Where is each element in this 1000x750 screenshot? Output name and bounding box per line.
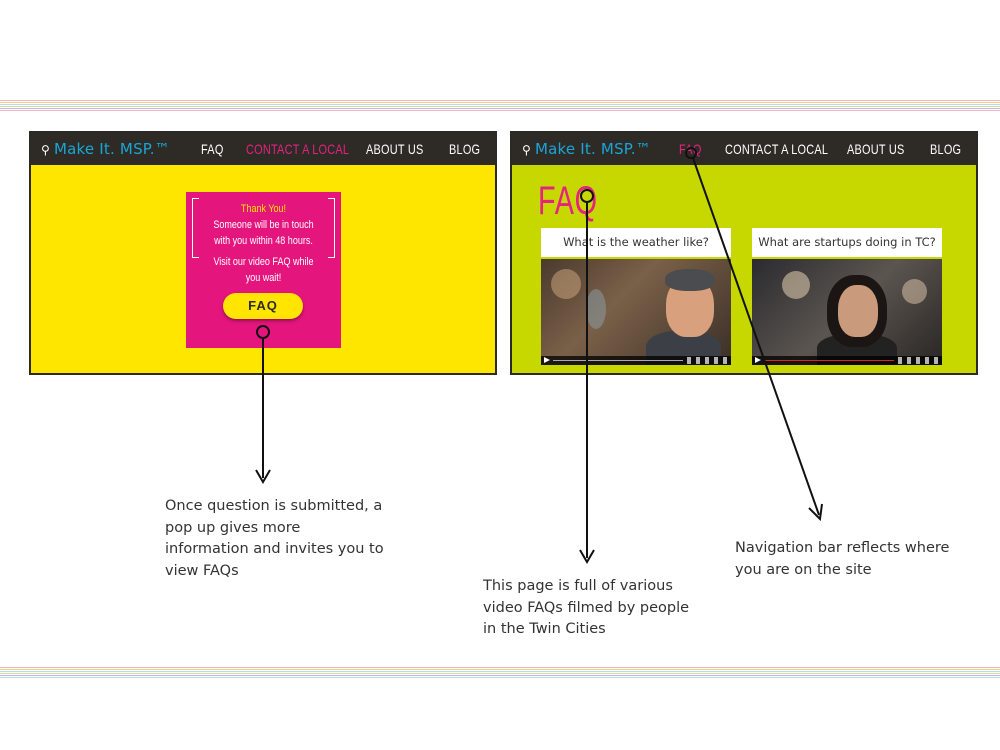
- popup-line-1: Someone will be in touch: [213, 219, 314, 231]
- arrow-origin-popup: [257, 326, 269, 338]
- nav-about-us[interactable]: ABOUT US: [847, 141, 905, 157]
- popup-title: Thank You!: [240, 203, 287, 215]
- faq-button[interactable]: FAQ: [223, 293, 303, 319]
- annotation-line: This page is full of various: [483, 578, 673, 594]
- annotation-nav: [735, 538, 949, 581]
- annotation-line: Navigation bar reflects where: [735, 540, 950, 556]
- video-question: What is the weather like?: [541, 228, 731, 257]
- arrow-origin-faq-page: [581, 190, 593, 202]
- nav-about-us[interactable]: ABOUT US: [366, 141, 424, 157]
- annotation-line: pop up gives more: [165, 519, 301, 536]
- search-icon[interactable]: ⚲: [41, 143, 50, 157]
- popup-line-4: you wait!: [245, 272, 282, 284]
- brand-name: Make It. MSP.™: [54, 140, 170, 158]
- nav-blog[interactable]: BLOG: [930, 141, 962, 157]
- nav-faq[interactable]: FAQ: [679, 141, 702, 157]
- nav-contact-a-local[interactable]: CONTACT A LOCAL: [725, 141, 829, 157]
- popup-line-2: with you within 48 hours.: [214, 235, 313, 247]
- popup-line-3: Visit our video FAQ while: [213, 256, 314, 268]
- annotation-line: view FAQs: [165, 562, 239, 579]
- annotation-faq-page: [483, 576, 689, 641]
- annotation-line: you are on the site: [735, 561, 872, 578]
- annotation-line: in the Twin Cities: [483, 621, 606, 637]
- annotation-line: video FAQs filmed by people: [483, 599, 690, 616]
- annotation-line: Once question is submitted, a: [165, 498, 383, 514]
- arrow-origin-nav: [686, 148, 696, 158]
- nav-blog[interactable]: BLOG: [449, 141, 481, 157]
- nav-contact-a-local[interactable]: CONTACT A LOCAL: [246, 141, 350, 157]
- arrow-line-nav: [693, 158, 819, 515]
- nav-faq[interactable]: FAQ: [201, 141, 224, 157]
- search-icon[interactable]: ⚲: [522, 143, 531, 157]
- annotation-line: information and invites you to: [165, 541, 384, 557]
- page-title: FAQ: [538, 179, 598, 223]
- video-question: What are startups doing in TC?: [752, 228, 942, 257]
- annotation-popup: [165, 496, 384, 582]
- brand-name: Make It. MSP.™: [535, 140, 651, 158]
